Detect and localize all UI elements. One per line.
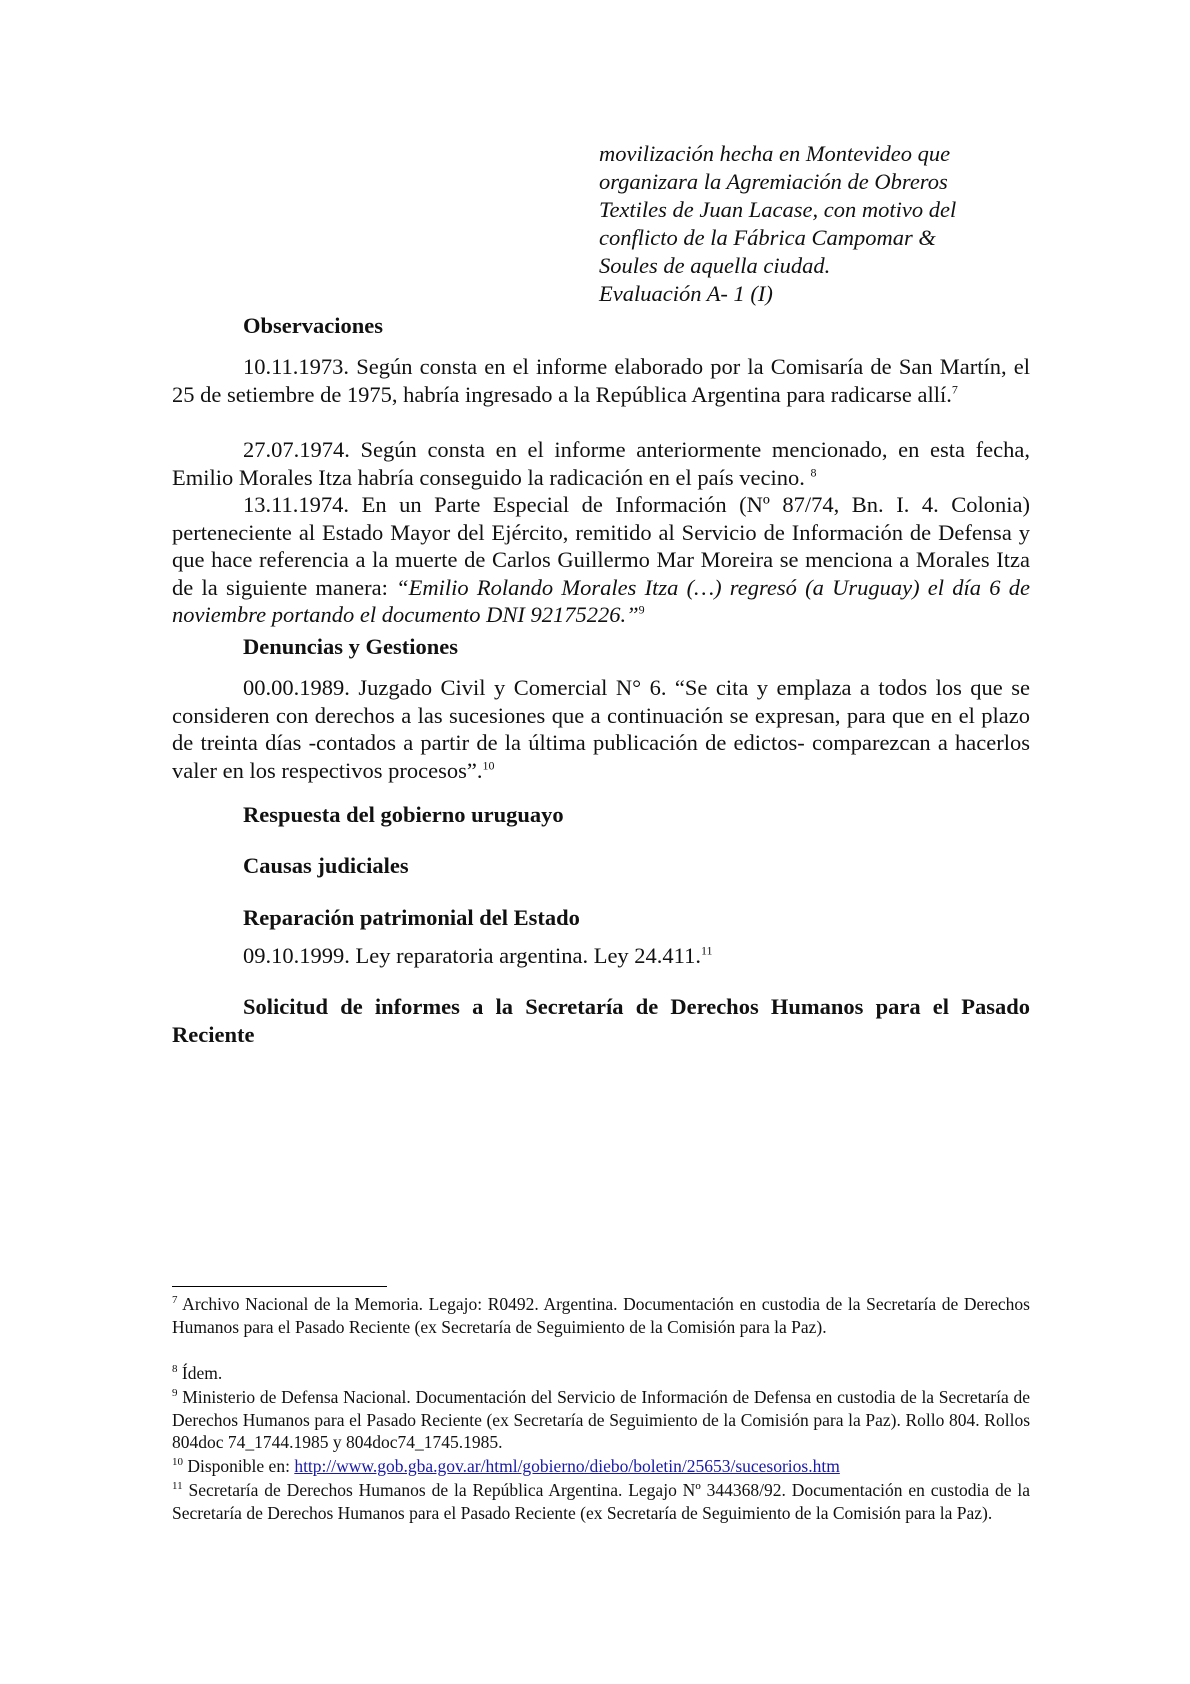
footnote-7 — [172, 1293, 1030, 1338]
paragraph-observacion-1 — [172, 353, 1030, 408]
paragraph-observacion-2 — [172, 436, 1030, 491]
footnote-number: 8 — [172, 1363, 178, 1376]
footnote-8 — [172, 1362, 1030, 1385]
paragraph-text: 09.10.1999. Ley reparatoria argentina. Ley 24.411. — [243, 943, 701, 968]
heading-reparacion: Reparación patrimonial del Estado — [243, 905, 580, 930]
footnote-9 — [172, 1386, 1030, 1454]
heading-solicitud — [172, 993, 1030, 1049]
heading-respuesta: Respuesta del gobierno uruguayo — [243, 802, 564, 827]
footnote-text: Disponible en: — [183, 1456, 295, 1476]
paragraph-text: 27.07.1974. Según consta en el informe anteriormente mencionado, en esta fecha, Emilio Morales Itza habría conseguido la radicación en el país vecino. — [172, 437, 1030, 490]
paragraph-reparacion-1 — [243, 942, 1030, 970]
quote-line: organizara la Agremiación de Obreros — [599, 169, 948, 194]
footnote-ref[interactable]: 10 — [482, 758, 495, 773]
document-page — [172, 0, 1030, 1684]
footnote-ref[interactable]: 9 — [638, 602, 645, 617]
quote-line: Soules de aquella ciudad. — [599, 253, 831, 278]
footnote-ref[interactable]: 11 — [700, 943, 713, 958]
paragraph-text: 13.11.1974. En un Parte Especial de Información (Nº 87/74, Bn. I. 4. Colonia) perteneciente al Estado Mayor del Ejército, remitido al Servicio de Información de Defensa y que hace referencia a la muerte de Carlos Guillermo Mar Moreira se menciona a Morales Itza de la siguiente manera: — [172, 492, 1030, 600]
paragraph-denuncia-1 — [172, 674, 1030, 784]
footnote-10 — [172, 1455, 1030, 1478]
footnote-number: 10 — [172, 1456, 183, 1469]
paragraph-observacion-3 — [172, 491, 1030, 629]
footnote-text: Ídem. — [177, 1363, 223, 1383]
footnote-number: 9 — [172, 1387, 178, 1400]
quoted-text: “Emilio Rolando Morales Itza (…) regresó (a Uruguay) el día 6 de noviembre portando el documento DNI 92175226.” — [172, 574, 1031, 628]
paragraph-text: 10.11.1973. Según consta en el informe elaborado por la Comisaría de San Martín, el 25 de setiembre de 1975, habría ingresado a la República Argentina para radicarse allí. — [172, 354, 1030, 407]
footnote-number: 7 — [172, 1294, 178, 1307]
evaluation-line: Evaluación A- 1 (I) — [599, 281, 773, 306]
footnote-11 — [172, 1479, 1030, 1524]
footnote-link[interactable]: http://www.gob.gba.gov.ar/html/gobierno/diebo/boletin/25653/sucesorios.htm — [294, 1456, 840, 1476]
footnote-text: Secretaría de Derechos Humanos de la República Argentina. Legajo Nº 344368/92. Documentación en custodia de la Secretaría de Derechos Humanos para el Pasado Reciente (ex Secretaría de Seguimiento de la Comisión para la Paz). — [172, 1480, 1030, 1523]
footnote-separator — [172, 1286, 387, 1287]
heading-causas: Causas judiciales — [243, 853, 409, 878]
footnote-ref[interactable]: 7 — [951, 382, 958, 397]
quote-line: conflicto de la Fábrica Campomar & — [599, 225, 936, 250]
heading-text: Solicitud de informes a la Secretaría de Derechos Humanos para el Pasado Reciente — [172, 994, 1030, 1047]
heading-denuncias: Denuncias y Gestiones — [243, 634, 459, 659]
heading-observaciones: Observaciones — [243, 313, 383, 338]
footnote-text: Archivo Nacional de la Memoria. Legajo: R0492. Argentina. Documentación en custodia de la Secretaría de Derechos Humanos para el Pasado Reciente (ex Secretaría de Seguimiento de la Comisión para la Paz). — [172, 1294, 1030, 1337]
quote-line: movilización hecha en Montevideo que — [599, 141, 951, 166]
footnote-text: Ministerio de Defensa Nacional. Documentación del Servicio de Información de Defensa en custodia de la Secretaría de Derechos Humanos para el Pasado Reciente (ex Secretaría de Seguimiento de la Comisión para la Paz). Rollo 804. Rollos 804doc 74_1744.1985 y 804doc74_1745.1985. — [172, 1387, 1030, 1452]
quote-line: Textiles de Juan Lacase, con motivo del — [599, 197, 957, 222]
footnote-ref[interactable]: 8 — [810, 465, 817, 480]
footnote-number: 11 — [172, 1480, 183, 1493]
italic-quote-block — [599, 140, 1030, 308]
paragraph-text: 00.00.1989. Juzgado Civil y Comercial N° 6. “Se cita y emplaza a todos los que se consideren con derechos a las sucesiones que a continuación se expresan, para que en el plazo de treinta días -contados a partir de la última publicación de edictos- comparezcan a hacerlos valer en los respectivos procesos”. — [172, 675, 1030, 783]
